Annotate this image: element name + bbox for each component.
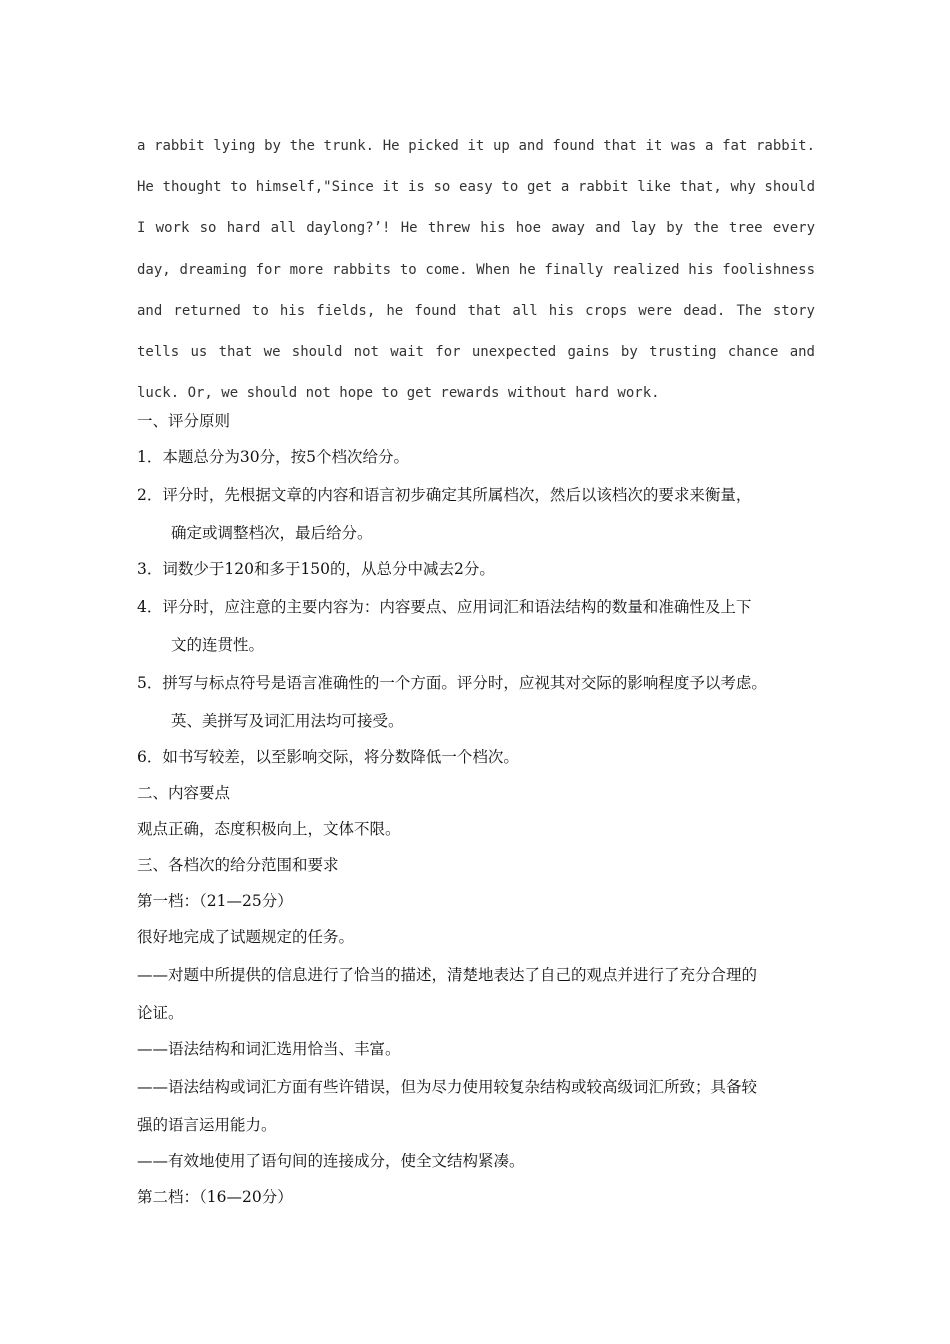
tier-1-criterion-2: ——语法结构和词汇选用恰当、丰富。 xyxy=(137,1040,401,1058)
rule-item-6: 6．如书写较差，以至影响交际，将分数降低一个档次。 xyxy=(137,748,519,766)
section-heading-content-points: 二、内容要点 xyxy=(137,784,231,802)
rule-item-2: 2．评分时，先根据文章的内容和语言初步确定其所属档次，然后以该档次的要求来衡量， xyxy=(137,486,752,504)
rule-item-5: 5．拼写与标点符号是语言准确性的一个方面。评分时，应视其对交际的影响程度予以考虑。 xyxy=(137,674,767,692)
tier-1-criterion-1: ——对题中所提供的信息进行了恰当的描述，清楚地表达了自己的观点并进行了充分合理的 xyxy=(137,966,758,984)
tier-2-heading: 第二档：（16—20分） xyxy=(137,1188,293,1206)
rule-item-1: 1．本题总分为30分，按5个档次给分。 xyxy=(137,448,409,466)
tier-1-description: 很好地完成了试题规定的任务。 xyxy=(137,928,355,946)
grading-section xyxy=(137,403,837,1215)
content-points-text: 观点正确，态度积极向上，文体不限。 xyxy=(137,820,401,838)
rule-item-2-continued: 确定或调整档次，最后给分。 xyxy=(171,524,373,542)
rule-item-3: 3．词数少于120和多于150的，从总分中减去2分。 xyxy=(137,560,495,578)
section-heading-tiers: 三、各档次的给分范围和要求 xyxy=(137,856,339,874)
rule-item-4: 4．评分时，应注意的主要内容为：内容要点、应用词汇和语法结构的数量和准确性及上下 xyxy=(137,598,752,616)
section-heading-grading-principles: 一、评分原则 xyxy=(137,412,231,430)
rule-item-5-continued: 英、美拼写及词汇用法均可接受。 xyxy=(171,712,404,730)
story-paragraph: a rabbit lying by the trunk. He picked it up and found that it was a fat rabbit. He thought to himself,"Since it is so easy to get a rabbit like that, why should I work so hard all daylong?’! He threw his hoe away and lay by the tree every day, dreaming for more rabbits to come. When he finally realized his foolishness and returned to his fields, he found that all his crops were dead. The story tells us that we should not wait for unexpected gains by trusting chance and luck. Or, we should not hope to get rewards without hard work. xyxy=(137,138,815,402)
tier-1-criterion-1-continued: 论证。 xyxy=(137,1004,184,1022)
tier-1-heading: 第一档：（21—25分） xyxy=(137,892,293,910)
tier-1-criterion-3-continued: 强的语言运用能力。 xyxy=(137,1116,277,1134)
tier-1-criterion-4: ——有效地使用了语句间的连接成分，使全文结构紧凑。 xyxy=(137,1152,525,1170)
tier-1-criterion-3: ——语法结构或词汇方面有些许错误，但为尽力使用较复杂结构或较高级词汇所致；具备较 xyxy=(137,1078,758,1096)
rule-item-4-continued: 文的连贯性。 xyxy=(171,636,265,654)
